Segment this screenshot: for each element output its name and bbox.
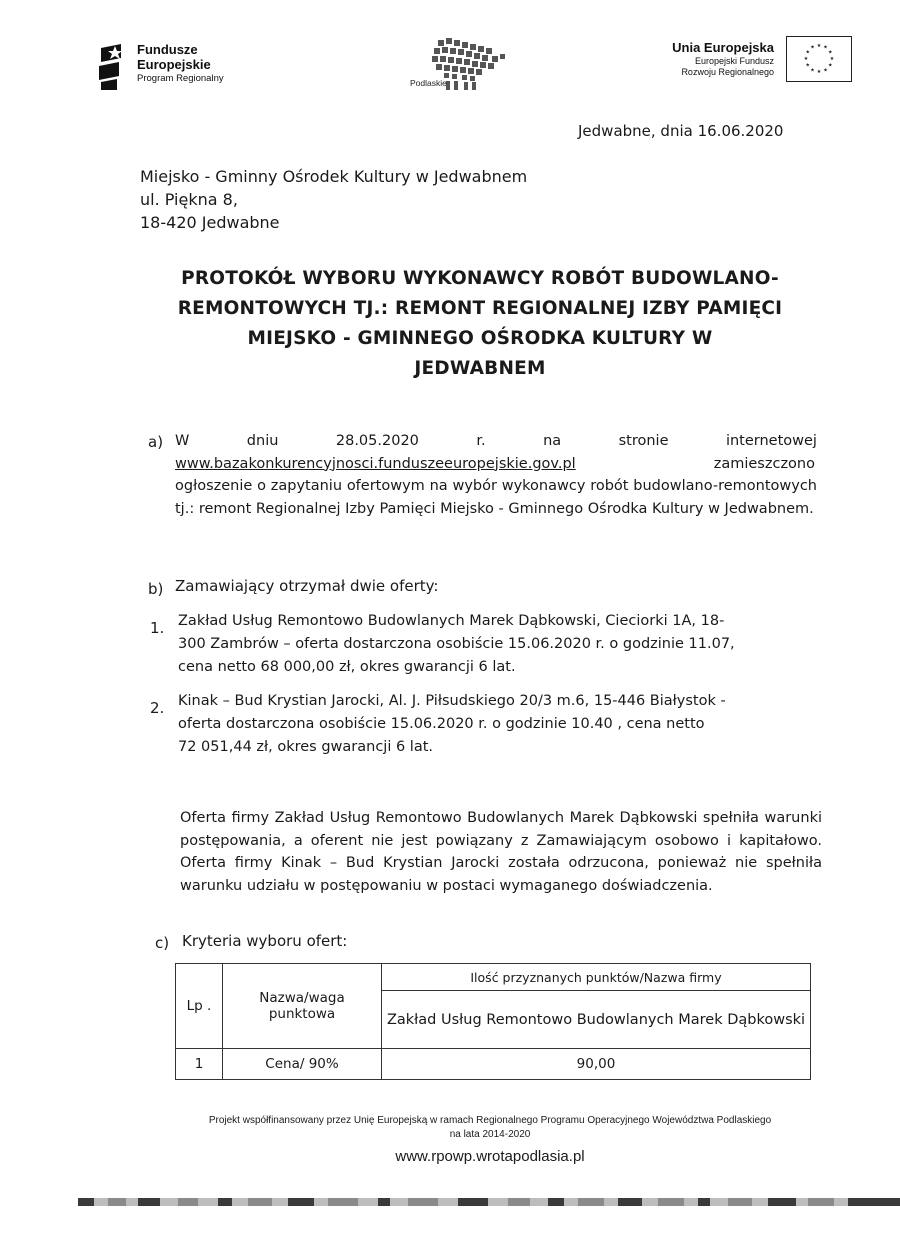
svg-text:★: ★ <box>816 43 822 49</box>
section-c-marker: c) <box>155 934 170 952</box>
offer-line: Zakład Usług Remontowo Budowlanych Marek Dąbkowski, Cieciorki 1A, 18- <box>178 613 725 629</box>
section-b-title: Zamawiający otrzymał dwie oferty: <box>175 577 439 595</box>
section-a-link-line <box>175 453 817 476</box>
eu-logo-line3: Rozwoju Regionalnego <box>681 67 774 77</box>
section-a-first-line <box>175 430 817 453</box>
title-line: PROTOKÓŁ WYBORU WYKONAWCY ROBÓT BUDOWLANO- <box>181 268 779 289</box>
svg-text:★: ★ <box>823 67 828 74</box>
svg-text:★: ★ <box>810 44 815 51</box>
svg-text:★: ★ <box>803 56 809 62</box>
eu-flag-icon <box>786 36 852 82</box>
word: stronie <box>618 433 669 449</box>
offer-line: 300 Zambrów – oferta dostarczona osobiście 15.06.2020 r. o godzinie 11.07, <box>178 636 735 652</box>
title-line: JEDWABNEM <box>414 358 546 379</box>
col-lp-header: Lp . <box>176 964 223 1049</box>
word: na <box>543 433 562 449</box>
fe-logo-line2: Europejskie <box>137 57 211 72</box>
offer-number: 1. <box>150 619 165 637</box>
col-name-header: Nazwa/waga punktowa <box>223 964 382 1049</box>
address-line: 18-420 Jedwabne <box>140 213 280 232</box>
footer-decorative-bar <box>78 1192 900 1212</box>
svg-text:★: ★ <box>816 69 822 75</box>
fundusze-europejskie-logo <box>95 40 255 95</box>
podlaskie-logo <box>408 36 508 94</box>
fundusze-europejskie-icon <box>95 42 127 92</box>
offer-line: oferta dostarczona osobiście 15.06.2020 r. o godzinie 10.40 , cena netto <box>178 716 705 732</box>
svg-text:★: ★ <box>828 62 833 69</box>
row-name: Cena/ 90% <box>223 1049 382 1080</box>
svg-text:★: ★ <box>823 44 828 51</box>
fe-logo-line3: Program Regionalny <box>137 73 224 84</box>
word: W <box>175 433 190 449</box>
offer-item <box>178 610 818 679</box>
section-a-marker: a) <box>148 433 164 451</box>
col-points-header: Ilość przyznanych punktów/Nazwa firmy <box>382 964 811 991</box>
document-title <box>80 264 880 384</box>
row-lp: 1 <box>176 1049 223 1080</box>
eu-logo <box>640 36 860 86</box>
document-date: Jedwabne, dnia 16.06.2020 <box>578 122 784 140</box>
footer-note-line: na lata 2014-2020 <box>449 1129 531 1140</box>
address-line: ul. Piękna 8, <box>140 190 238 209</box>
footer-cofinancing-note <box>100 1114 880 1142</box>
svg-text:★: ★ <box>829 56 835 62</box>
section-c-title: Kryteria wyboru ofert: <box>182 932 348 950</box>
conclusion-paragraph: Oferta firmy Zakład Usług Remontowo Budowlanych Marek Dąbkowski spełniła warunki postępowania, a oferent nie jest powiązany z Zamawiającym osobowo i kapitałowo. Oferta firmy Kinak – Bud Krystian Jarocki została odrzucona, ponieważ nie spełniła warunku udziału w postępowaniu w postaci wymaganego doświadczenia. <box>180 810 822 894</box>
word: internetowej <box>725 433 817 449</box>
eu-logo-line2: Europejski Fundusz <box>694 56 774 66</box>
bazakonkurencyjnosci-link[interactable]: www.bazakonkurencyjnosci.funduszeeuropejskie.gov.pl <box>175 455 576 472</box>
word: dniu <box>246 433 279 449</box>
word: 28.05.2020 <box>335 433 419 449</box>
title-line: MIEJSKO - GMINNEGO OŚRODKA KULTURY W <box>247 328 713 349</box>
svg-text:★: ★ <box>810 67 815 74</box>
svg-text:★: ★ <box>805 62 810 69</box>
title-line: REMONTOWYCH TJ.: REMONT REGIONALNEJ IZBY PAMIĘCI <box>177 298 783 319</box>
offer-item <box>178 690 818 759</box>
section-b-marker: b) <box>148 580 164 598</box>
podlaskie-label: Podlaskie <box>410 78 447 88</box>
footer-url: www.rpowp.wrotapodlasia.pl <box>395 1148 585 1165</box>
row-points: 90,00 <box>382 1049 811 1080</box>
company-name-cell: Zakład Usług Remontowo Budowlanych Marek Dąbkowski <box>382 991 811 1049</box>
offer-line: Kinak – Bud Krystian Jarocki, Al. J. Piłsudskiego 20/3 m.6, 15-446 Białystok - <box>178 693 726 709</box>
eu-logo-line1: Unia Europejska <box>672 40 774 55</box>
footer-note-line: Projekt współfinansowany przez Unię Europejską w ramach Regionalnego Programu Operacyjnego Województwa Podlaskiego <box>208 1115 772 1126</box>
criteria-table <box>175 963 811 1080</box>
table-row <box>176 1049 811 1080</box>
section-a-text <box>175 430 817 520</box>
section-a-rest: ogłoszenie o zapytaniu ofertowym na wybór wykonawcy robót budowlano-remontowych tj.: remont Regionalnej Izby Pamięci Miejsko - Gminnego Ośrodka Kultury w Jedwabnem. <box>175 478 817 517</box>
address-line: Miejsko - Gminny Ośrodek Kultury w Jedwabnem <box>140 167 528 186</box>
address-block <box>140 165 527 234</box>
word: zamieszczono <box>713 455 815 472</box>
svg-text:★: ★ <box>828 49 833 56</box>
fe-logo-line1: Fundusze <box>137 42 198 57</box>
offer-line: cena netto 68 000,00 zł, okres gwarancji 6 lat. <box>178 659 516 675</box>
word: r. <box>476 433 486 449</box>
offer-number: 2. <box>150 699 165 717</box>
offer-line: 72 051,44 zł, okres gwarancji 6 lat. <box>178 739 434 755</box>
svg-text:★: ★ <box>805 49 810 56</box>
